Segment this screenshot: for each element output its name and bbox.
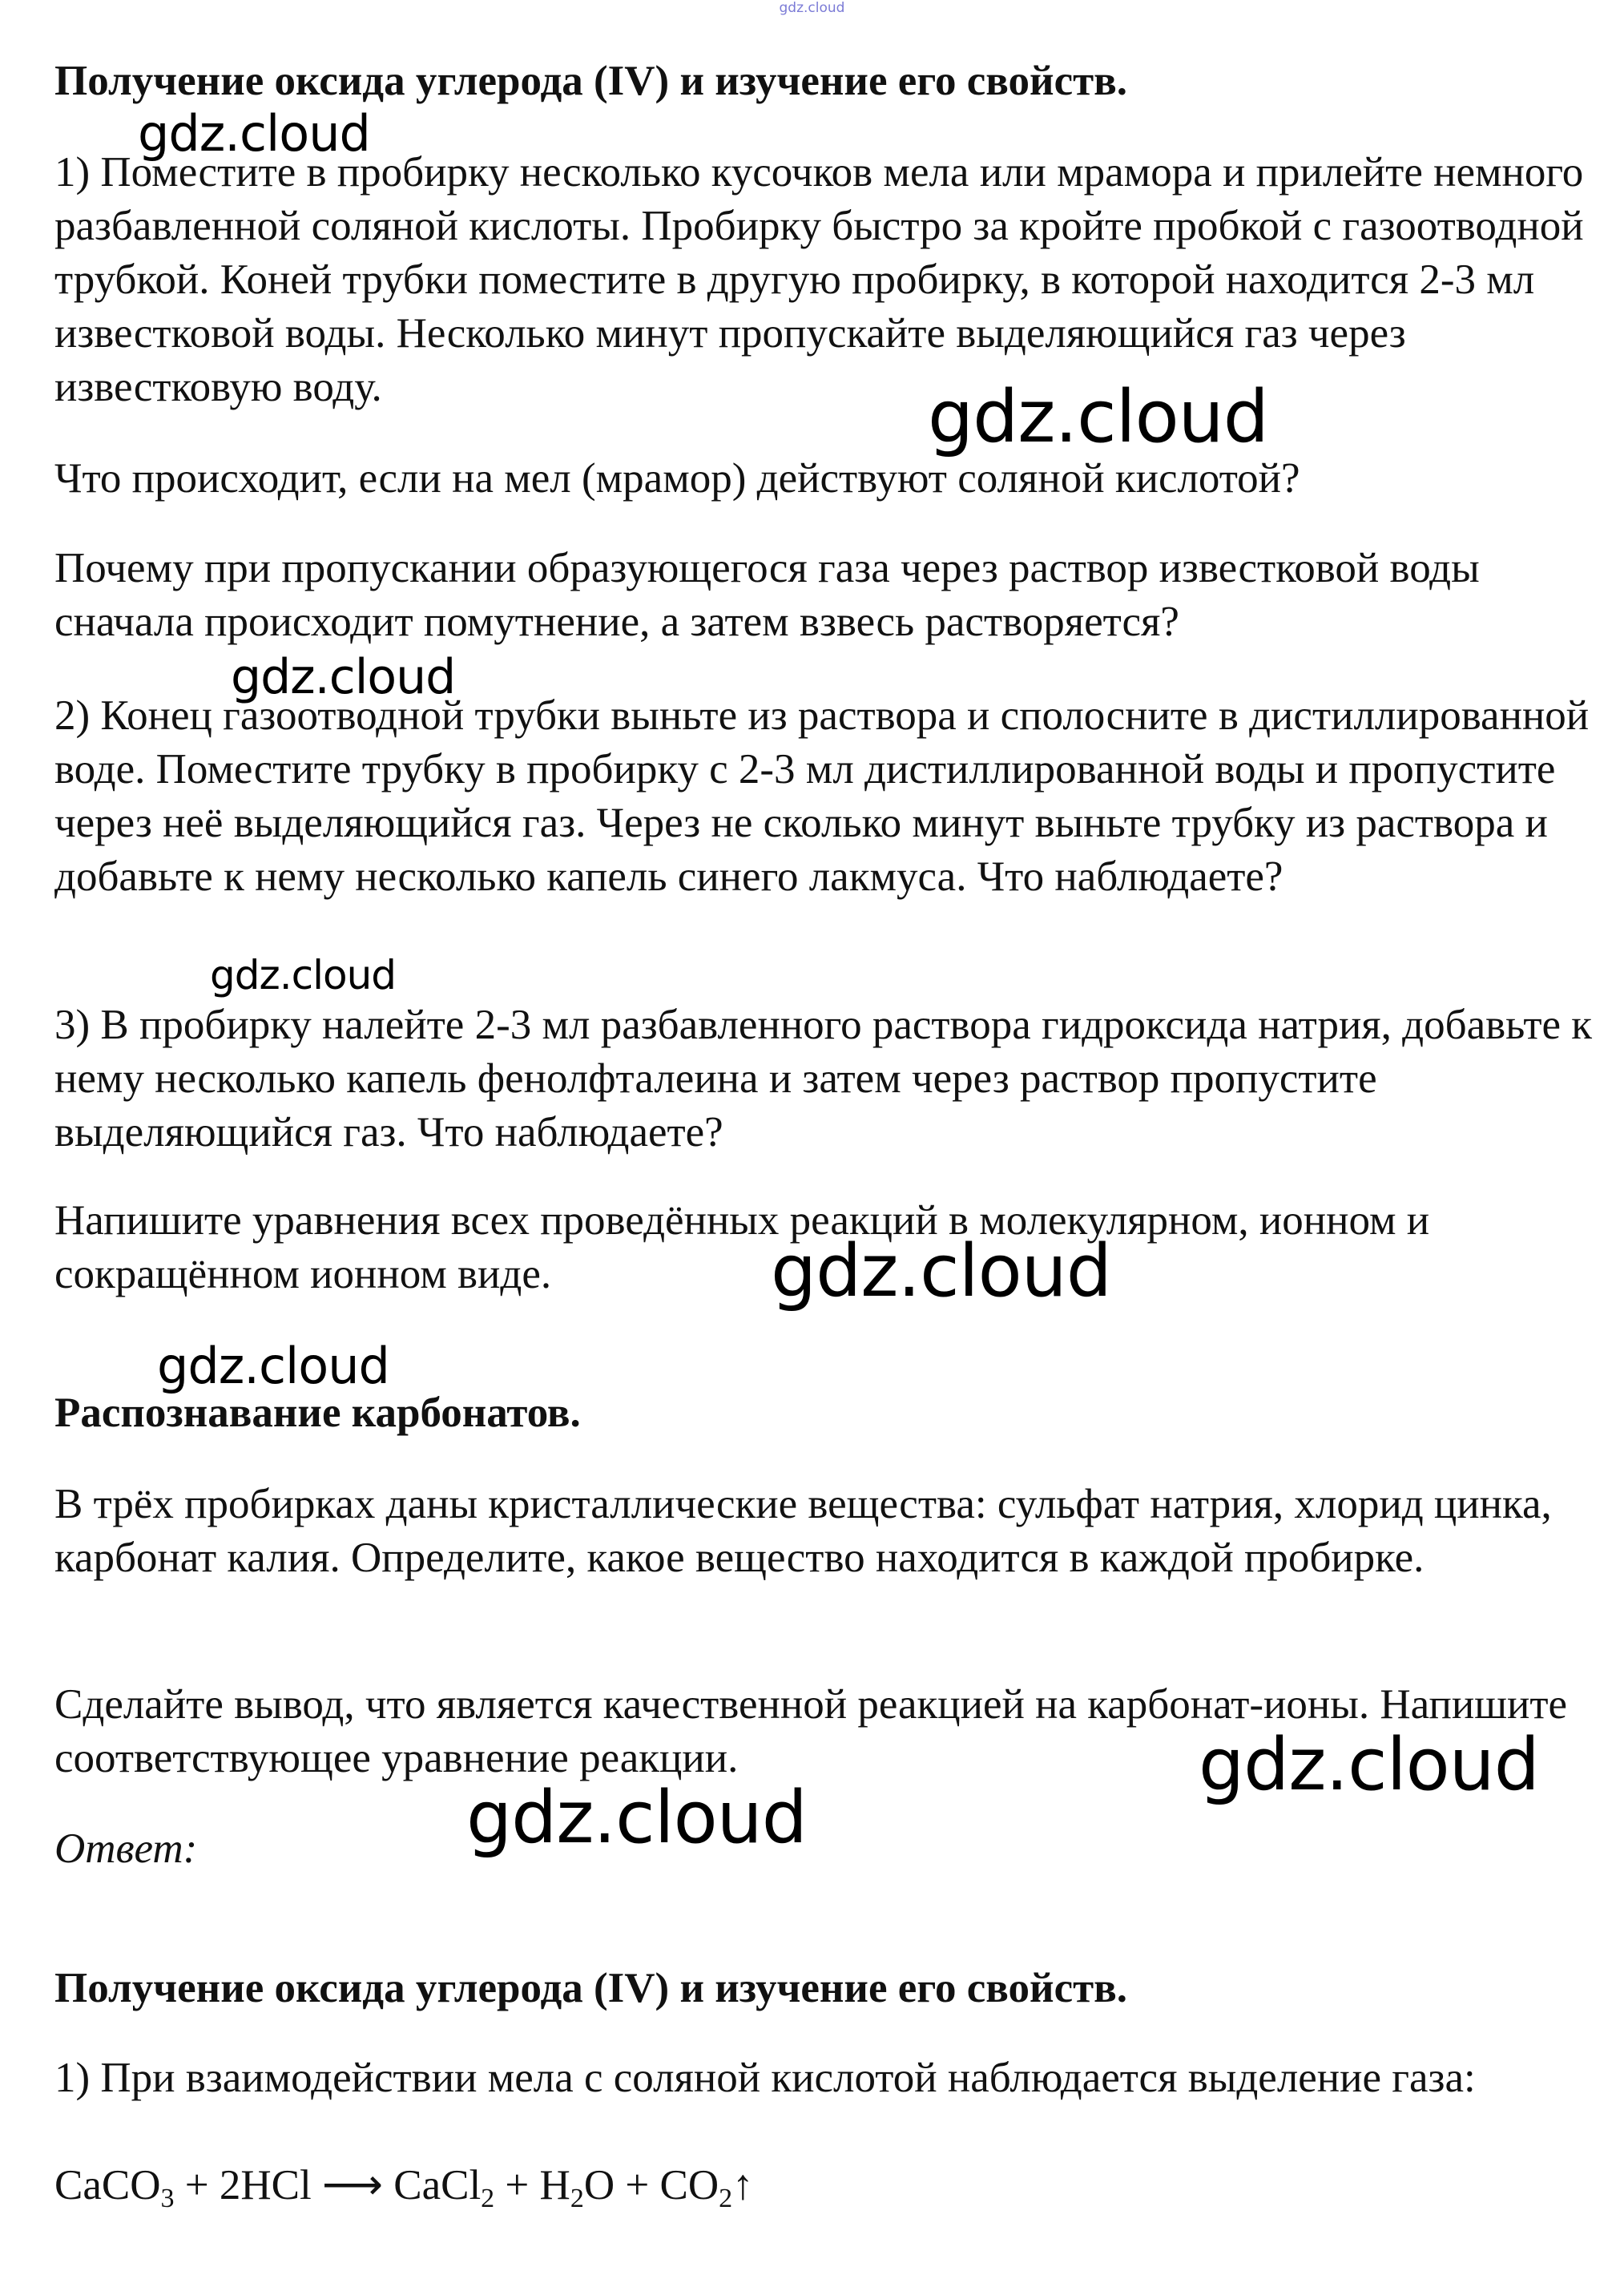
- watermark-text: gdz.cloud: [928, 375, 1268, 459]
- eq-part: O + CO: [583, 2162, 719, 2208]
- eq-subscript: 2: [719, 2184, 733, 2213]
- question-1: Что происходит, если на мел (мрамор) действуют соляной кислотой?: [54, 455, 1300, 502]
- watermark-text: gdz.cloud: [138, 104, 370, 163]
- question-2: Почему при пропускании образующегося газа через раствор известковой воды сначала происходит помутнение, а затем взвесь растворяется?: [54, 545, 1480, 645]
- answer-label: Ответ:: [54, 1825, 198, 1872]
- watermark-text: gdz.cloud: [466, 1776, 807, 1860]
- gas-arrow: ↑: [732, 2162, 754, 2208]
- carbonates-paragraph-1: В трёх пробирках даны кристаллические вещества: сульфат натрия, хлорид цинка, карбонат калия. Определите, какое вещество находится в каждой пробирке.: [54, 1481, 1552, 1581]
- eq-subscript: 2: [570, 2184, 584, 2213]
- task-paragraph-2: 2) Конец газоотводной трубки выньте из раствора и сполосните в дистиллированной воде. Поместите трубку в пробирку с 2-3 мл дистиллированной воды и пропустите через неё выделяющийся газ. Через не сколько минут выньте трубку из раствора и добавьте к нему несколько капель синего лакмуса. Что наблюдаете?: [54, 692, 1590, 900]
- answer-heading: Получение оксида углерода (IV) и изучение его свойств.: [54, 1965, 1128, 2011]
- task-heading: Получение оксида углерода (IV) и изучение его свойств.: [54, 58, 1128, 104]
- carbonates-heading: Распознавание карбонатов.: [54, 1390, 581, 1436]
- task-paragraph-4: Напишите уравнения всех проведённых реакций в молекулярном, ионном и сокращённом ионном виде.: [54, 1197, 1430, 1297]
- answer-paragraph-1: 1) При взаимодействии мела с соляной кислотой наблюдается выделение газа:: [54, 2055, 1476, 2101]
- watermark-text: gdz.cloud: [771, 1229, 1111, 1313]
- carbonates-paragraph-2: Сделайте вывод, что является качественной реакцией на карбонат-ионы. Напишите соответствующее уравнение реакции.: [54, 1681, 1568, 1781]
- watermark-text: gdz.cloud: [157, 1337, 389, 1395]
- watermark-text: gdz.cloud: [231, 649, 456, 705]
- task-paragraph-1: 1) Поместите в пробирку несколько кусочков мела или мрамора и прилейте немного разбавленной соляной кислоты. Пробирку быстро за кройте пробкой с газоотводной трубкой. Коней трубки поместите в другую пробирку, в которой находится 2-3 мл известковой воды. Несколько минут пропускайте выделяющийся газ через известковую воду.: [54, 149, 1584, 410]
- watermark-text: gdz.cloud: [210, 952, 397, 998]
- eq-part: + 2HCl ⟶ CaCl: [174, 2162, 482, 2208]
- top-watermark: gdz.cloud: [779, 0, 845, 16]
- task-paragraph-3: 3) В пробирку налейте 2-3 мл разбавленного раствора гидроксида натрия, добавьте к нему несколько капель фенолфталеина и затем через раствор пропустите выделяющийся газ. Что наблюдаете?: [54, 1002, 1592, 1156]
- eq-subscript: 2: [481, 2184, 495, 2213]
- chemical-equation: [54, 2159, 1621, 2212]
- eq-subscript: 3: [160, 2184, 175, 2213]
- eq-part: + H: [494, 2162, 570, 2208]
- eq-part: CaCO: [54, 2162, 161, 2208]
- watermark-text: gdz.cloud: [1199, 1723, 1539, 1807]
